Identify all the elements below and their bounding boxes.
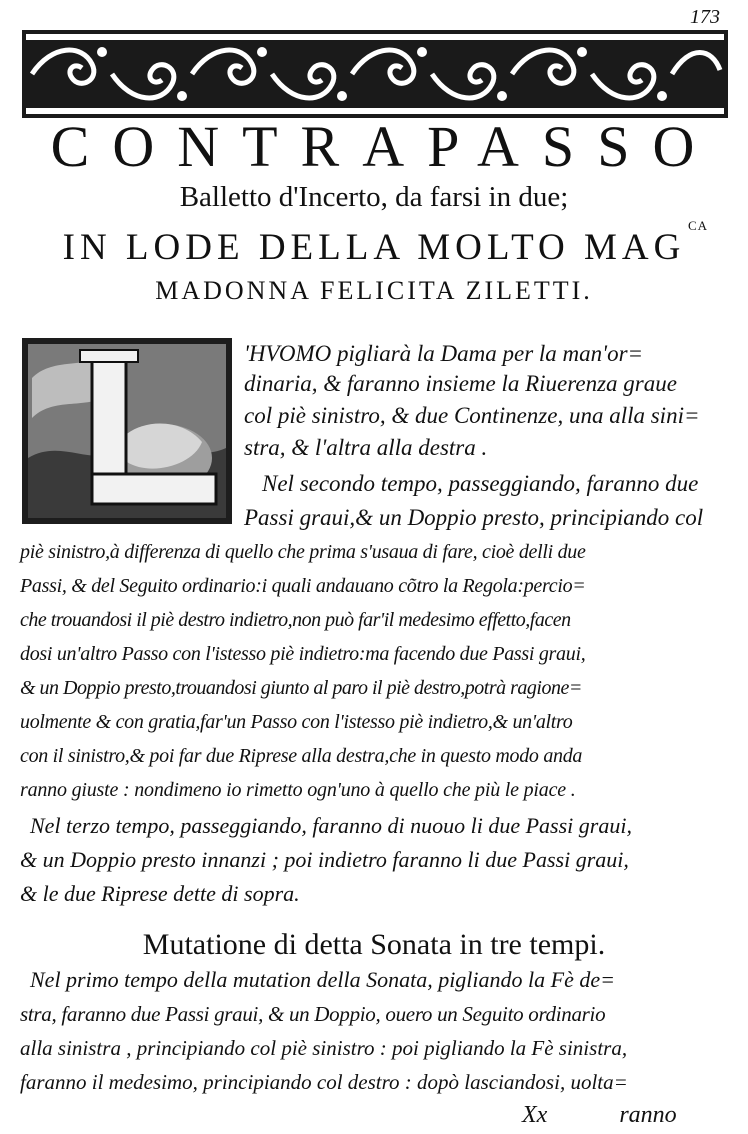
section-line: faranno il medesimo, principiando col destro : dopò lasciandosi, uolta= — [20, 1070, 628, 1094]
body-line: ranno giuste : nondimeno io rimetto ogn'uno à quello che più le piace . — [20, 779, 576, 801]
body-line: con il sinistro,& poi far due Riprese alla destra,che in questo modo anda — [20, 745, 583, 767]
hyphen-fragment: CA — [688, 218, 709, 233]
body-line: che trouandosi il piè destro indietro,non può far'il medesimo effetto,facen — [20, 609, 571, 631]
dedication-line-2: MADONNA FELICITA ZILETTI. — [155, 276, 593, 305]
body-line: dosi un'altro Passo con l'istesso piè indietro:ma facendo due Passi graui, — [20, 643, 586, 665]
body-line: col piè sinistro, & due Continenze, una alla sini= — [244, 403, 700, 428]
body-line: Passi graui,& un Doppio presto, principiando col — [244, 505, 704, 530]
body-line: Passi, & del Seguito ordinario:i quali andauano cõtro la Regola:percio= — [20, 575, 586, 597]
catchword: ranno — [619, 1102, 677, 1128]
section-heading: Mutatione di detta Sonata in tre tempi. — [142, 928, 606, 961]
body-line: Nel terzo tempo, passeggiando, faranno di nuouo li due Passi graui, — [30, 813, 632, 838]
page-number: 173 — [690, 6, 720, 28]
body-line: Nel secondo tempo, passeggiando, faranno due — [262, 471, 699, 496]
body-line: & un Doppio presto,trouandosi giunto al paro il piè destro,potrà ragione= — [20, 677, 582, 699]
body-line: uolmente & con gratia,far'un Passo con l'istesso piè indietro,& un'altro — [20, 711, 573, 733]
subtitle: Balletto d'Incerto, da farsi in due; — [179, 181, 569, 213]
body-line: piè sinistro,à differenza di quello che prima s'usaua di fare, cioè delli due — [20, 541, 586, 563]
page-title: CONTRAPASSO — [50, 114, 718, 179]
decorated-initial-l-woodcut — [22, 338, 232, 524]
section-line: stra, faranno due Passi graui, & un Doppio, ouero un Seguito ordinario — [20, 1002, 606, 1026]
signature-mark: Xx — [522, 1102, 548, 1128]
body-line: & le due Riprese dette di sopra. — [20, 881, 300, 906]
section-line: alla sinistra , principiando col piè sinistro : poi pigliando la Fè sinistra, — [20, 1036, 628, 1060]
body-line: stra, & l'altra alla destra . — [244, 435, 488, 460]
ornamental-band — [22, 30, 728, 118]
signature-and-catchword — [522, 1102, 677, 1129]
section-line: Nel primo tempo della mutation della Sonata, pigliando la Fè de= — [30, 967, 615, 992]
dedication-line-1: IN LODE DELLA MOLTO MAG — [62, 227, 686, 268]
body-line: dinaria, & faranno insieme la Riuerenza graue — [244, 371, 677, 396]
body-line: & un Doppio presto innanzi ; poi indietro faranno li due Passi graui, — [20, 847, 629, 872]
body-line: 'HVOMO pigliarà la Dama per la man'or= — [244, 341, 644, 366]
